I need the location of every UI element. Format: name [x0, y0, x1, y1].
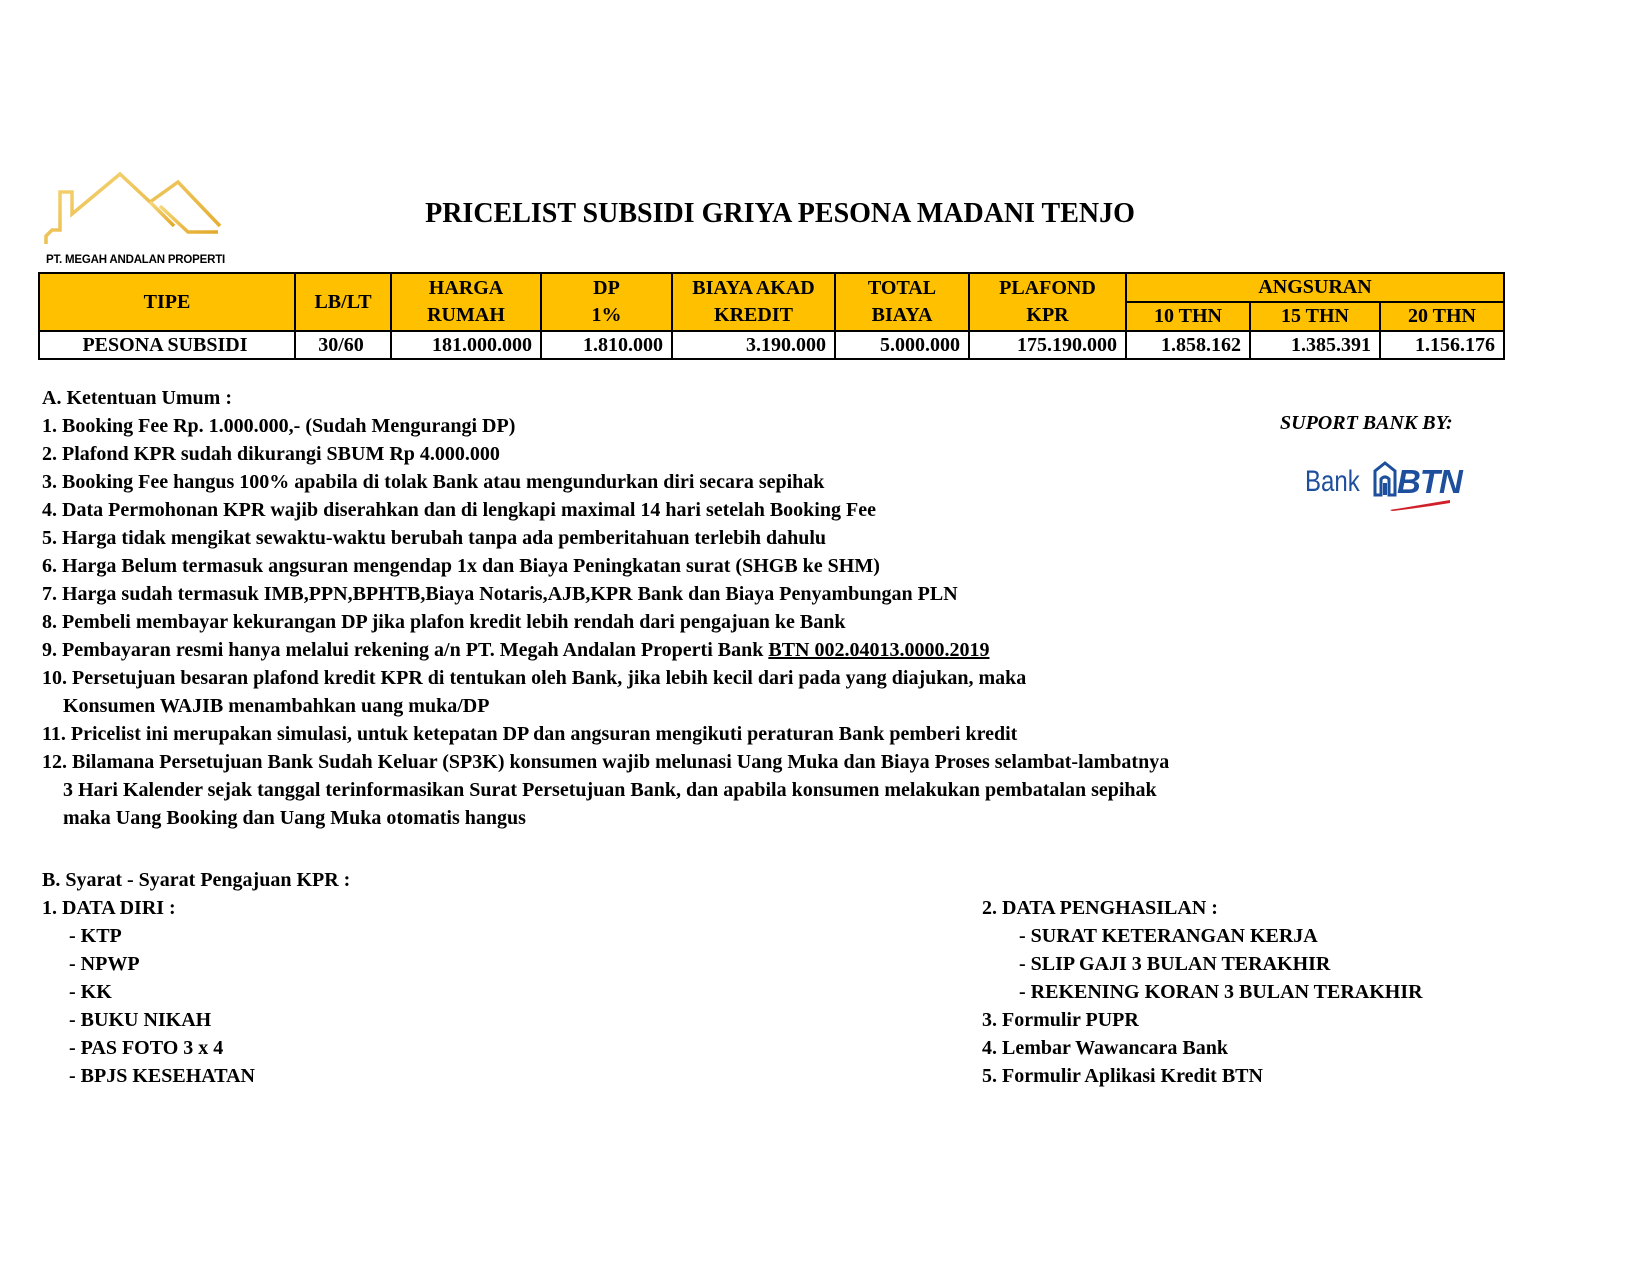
list-item: 7. Harga sudah termasuk IMB,PPN,BPHTB,Biaya Notaris,AJB,KPR Bank dan Biaya Penyambungan PLN	[42, 583, 958, 605]
cell-akad: 3.190.000	[672, 331, 835, 359]
list-item-continuation: maka Uang Booking dan Uang Muka otomatis hangus	[63, 807, 526, 829]
col-header-akad-line1: BIAYA AKAD	[692, 277, 815, 299]
cell-plafond: 175.190.000	[969, 331, 1126, 359]
list-item: 2. Plafond KPR sudah dikurangi SBUM Rp 4.000.000	[42, 443, 500, 465]
list-item: 12. Bilamana Persetujuan Bank Sudah Keluar (SP3K) konsumen wajib melunasi Uang Muka dan Biaya Proses selambat-lambatnya	[42, 751, 1170, 773]
price-table	[38, 272, 1505, 360]
list-item-payment	[42, 636, 1169, 664]
list-item: - SURAT KETERANGAN KERJA	[1019, 925, 1318, 947]
col-header-harga-line1: HARGA	[428, 277, 504, 299]
list-item: 10. Persetujuan besaran plafond kredit KPR di tentukan oleh Bank, jika lebih kecil dari pada yang diajukan, maka	[42, 667, 1027, 689]
list-item: 5. Formulir Aplikasi Kredit BTN	[982, 1065, 1263, 1087]
list-item: 6. Harga Belum termasuk angsuran mengendap 1x dan Biaya Peningkatan surat (SHGB ke SHM)	[42, 555, 880, 577]
col-header-harga-line2: RUMAH	[427, 304, 505, 326]
support-bank-label: SUPORT BANK BY:	[1280, 412, 1453, 434]
list-item: 11. Pricelist ini merupakan simulasi, untuk ketepatan DP dan angsuran mengikuti peraturan Bank pemberi kredit	[42, 723, 1018, 745]
bank-swoosh-icon	[1390, 499, 1450, 511]
bank-building-icon	[1373, 461, 1397, 499]
list-item: - KTP	[69, 925, 122, 947]
bank-logo-brand: BTN	[1397, 463, 1462, 500]
col-header-angsuran: ANGSURAN	[1126, 273, 1504, 302]
cell-tipe: PESONA SUBSIDI	[39, 331, 295, 359]
col-header-15-thn: 15 THN	[1250, 302, 1380, 331]
col-header-akad-line2: KREDIT	[714, 304, 793, 326]
col-header-harga	[391, 273, 541, 331]
section-b-right	[982, 894, 1423, 1090]
page-title: PRICELIST SUBSIDI GRIYA PESONA MADANI TENJO	[425, 198, 1135, 229]
col-header-dp-line2: 1%	[591, 304, 622, 326]
col-header-lblt: LB/LT	[295, 273, 391, 331]
section-a-heading: A. Ketentuan Umum :	[42, 387, 232, 409]
col-header-plafond-line1: PLAFOND	[999, 277, 1096, 299]
col-header-akad	[672, 273, 835, 331]
col-header-plafond-line2: KPR	[1026, 304, 1069, 326]
cell-lblt: 30/60	[295, 331, 391, 359]
col-header-total	[835, 273, 969, 331]
list-item: - BPJS KESEHATAN	[69, 1065, 255, 1087]
cell-harga: 181.000.000	[391, 331, 541, 359]
payment-text: 9. Pembayaran resmi hanya melalui rekening a/n PT. Megah Andalan Properti Bank	[42, 639, 769, 661]
section-b	[42, 866, 350, 1090]
list-item: 1. Booking Fee Rp. 1.000.000,- (Sudah Mengurangi DP)	[42, 415, 516, 437]
col-header-total-line2: BIAYA	[871, 304, 933, 326]
list-item: - BUKU NIKAH	[69, 1009, 212, 1031]
list-item: 4. Data Permohonan KPR wajib diserahkan dan di lengkapi maximal 14 hari setelah Booking Fee	[42, 499, 876, 521]
list-item: 5. Harga tidak mengikat sewaktu-waktu berubah tanpa ada pemberitahuan terlebih dahulu	[42, 527, 827, 549]
cell-10-thn: 1.858.162	[1126, 331, 1250, 359]
list-item: - REKENING KORAN 3 BULAN TERAKHIR	[1019, 981, 1423, 1003]
list-item: - SLIP GAJI 3 BULAN TERAKHIR	[1019, 953, 1331, 975]
table-header-row	[39, 273, 1504, 302]
col-header-plafond	[969, 273, 1126, 331]
list-item: 4. Lembar Wawancara Bank	[982, 1037, 1228, 1059]
list-item: - NPWP	[69, 953, 140, 975]
col-header-dp-line1: DP	[593, 277, 620, 299]
list-item: 3. Formulir PUPR	[982, 1009, 1139, 1031]
section-b-heading: B. Syarat - Syarat Pengajuan KPR :	[42, 869, 351, 891]
list-item: - KK	[69, 981, 112, 1003]
col-header-10-thn: 10 THN	[1126, 302, 1250, 331]
list-item: - PAS FOTO 3 x 4	[69, 1037, 224, 1059]
col-header-total-line1: TOTAL	[867, 277, 937, 299]
list-item: 8. Pembeli membayar kekurangan DP jika plafon kredit lebih rendah dari pengajuan ke Bank	[42, 611, 846, 633]
data-diri-title: 1. DATA DIRI :	[42, 897, 176, 919]
list-item: 3. Booking Fee hangus 100% apabila di tolak Bank atau mengundurkan diri secara sepihak	[42, 471, 825, 493]
cell-20-thn: 1.156.176	[1380, 331, 1504, 359]
list-item-continuation: Konsumen WAJIB menambahkan uang muka/DP	[63, 695, 490, 717]
section-a	[42, 384, 1169, 832]
table-row	[39, 331, 1504, 359]
list-item-continuation: 3 Hari Kalender sejak tanggal terinformasikan Surat Persetujuan Bank, dan apabila konsumen melakukan pembatalan sepihak	[63, 779, 1157, 801]
company-name: PT. MEGAH ANDALAN PROPERTI	[46, 254, 226, 266]
col-header-dp	[541, 273, 672, 331]
bank-logo-word: Bank	[1305, 465, 1360, 498]
cell-total: 5.000.000	[835, 331, 969, 359]
bank-account-number: BTN 002.04013.0000.2019	[768, 639, 990, 661]
col-header-20-thn: 20 THN	[1380, 302, 1504, 331]
cell-dp: 1.810.000	[541, 331, 672, 359]
bank-btn-logo	[1305, 455, 1462, 517]
cell-15-thn: 1.385.391	[1250, 331, 1380, 359]
data-penghasilan-title: 2. DATA PENGHASILAN :	[982, 897, 1218, 919]
col-header-tipe: TIPE	[39, 273, 295, 331]
